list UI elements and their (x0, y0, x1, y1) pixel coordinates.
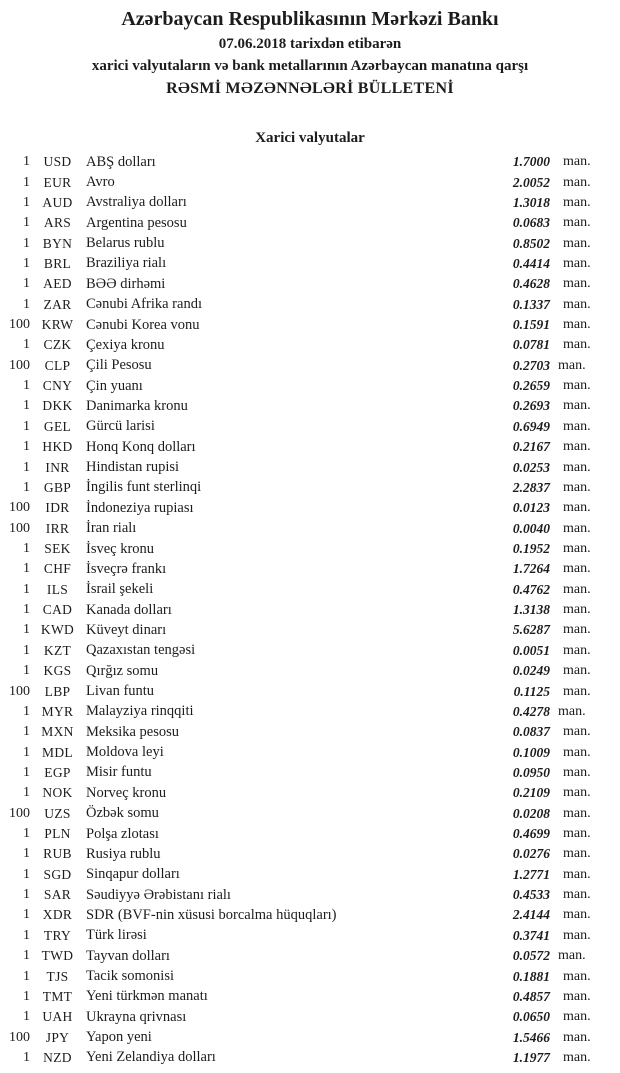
currency-name: Çin yuanı (86, 377, 143, 394)
quantity: 1 (23, 887, 30, 903)
quantity: 1 (23, 439, 30, 455)
unit-label: man. (563, 663, 591, 679)
currency-name: Tayvan dolları (86, 947, 170, 964)
rate-row (0, 661, 620, 681)
unit-label: man. (563, 683, 591, 699)
quantity: 1 (23, 663, 30, 679)
unit-label: man. (563, 154, 591, 170)
rate-value: 0.0276 (512, 846, 550, 862)
unit-label: man. (563, 907, 591, 923)
rate-value: 0.0650 (512, 1009, 550, 1025)
currency-code: SEK (44, 541, 71, 556)
rate-value: 1.3018 (512, 194, 550, 210)
currency-code: EGP (44, 764, 71, 780)
rate-value: 0.0040 (512, 520, 550, 536)
currency-name: Səudiyyə Ərəbistanı rialı (86, 886, 231, 903)
quantity: 1 (23, 296, 30, 312)
quantity: 1 (23, 866, 30, 882)
quantity: 1 (23, 337, 30, 353)
quantity: 1 (23, 561, 30, 577)
rate-row (0, 641, 620, 661)
rate-row (0, 152, 620, 172)
currency-name: İsrail şekeli (86, 581, 154, 598)
currency-name: Yapon yeni (86, 1029, 152, 1046)
currency-code: HKD (42, 439, 73, 455)
currency-code: CNY (42, 378, 73, 394)
currency-name: Gürcü larisi (86, 418, 155, 435)
currency-name: Danimarka kronu (86, 397, 188, 414)
rate-value: 0.0837 (512, 724, 550, 740)
rate-row (0, 539, 620, 559)
rate-value: 0.1952 (512, 541, 550, 556)
rate-row (0, 437, 620, 457)
section-title-foreign-currencies: Xarici valyutalar (255, 130, 365, 146)
currency-name: Çili Pesosu (86, 357, 152, 374)
currency-code: TMT (42, 988, 73, 1004)
currency-code: XDR (42, 907, 73, 923)
currency-code: AUD (42, 194, 73, 210)
rate-value: 0.0249 (512, 663, 550, 679)
unit-label: man. (563, 317, 591, 333)
rate-value: 0.4699 (512, 826, 550, 842)
currency-name: İngilis funt sterlinqi (86, 479, 202, 496)
currency-name: Livan funtu (86, 683, 155, 700)
currency-name: Kanada dolları (86, 601, 172, 618)
currency-name: Sinqapur dolları (86, 866, 180, 883)
rate-row (0, 946, 620, 966)
currency-name: ABŞ dolları (86, 153, 156, 170)
currency-code: TWD (41, 948, 74, 964)
currency-code: KGS (43, 663, 72, 679)
unit-label: man. (563, 520, 591, 536)
currency-code: MDL (42, 744, 73, 760)
unit-label: man. (563, 887, 591, 903)
rate-value: 0.2703 (512, 357, 550, 373)
rate-value: 0.4857 (512, 988, 550, 1004)
currency-name: Honq Konq dolları (86, 438, 196, 455)
unit-label: man. (563, 255, 591, 271)
quantity: 1 (23, 724, 30, 740)
rate-row (0, 824, 620, 844)
quantity: 1 (23, 1009, 30, 1025)
quantity: 1 (23, 1049, 30, 1065)
currency-code: CZK (43, 337, 72, 353)
currency-name: Tacik somonisi (86, 968, 174, 985)
currency-code: KZT (43, 642, 72, 658)
currency-name: Argentina pesosu (86, 214, 187, 231)
quantity: 1 (23, 826, 30, 842)
currency-code: ARS (43, 215, 72, 231)
rate-row (0, 335, 620, 355)
rate-value: 2.2837 (512, 479, 550, 495)
rate-row (0, 376, 620, 396)
rate-value: 2.4144 (512, 907, 550, 923)
currency-code: LBP (44, 683, 71, 699)
quantity: 1 (23, 764, 30, 780)
unit-label: man. (563, 174, 591, 190)
quantity: 1 (23, 255, 30, 271)
rate-value: 0.0208 (512, 805, 550, 821)
currency-name: Moldova leyi (86, 744, 164, 761)
rate-value: 0.0051 (512, 642, 550, 658)
quantity: 1 (23, 948, 30, 964)
currency-name: Çexiya kronu (86, 336, 165, 353)
currency-code: UZS (44, 805, 71, 821)
currency-code: KWD (40, 622, 75, 638)
currency-name: İndoneziya rupiası (86, 499, 194, 516)
rate-row (0, 987, 620, 1007)
currency-name: İsveç kronu (86, 540, 155, 557)
rate-value: 0.1881 (512, 968, 550, 984)
currency-name: Belarus rublu (86, 235, 165, 252)
currency-name: Misir funtu (86, 764, 152, 781)
quantity: 1 (23, 581, 30, 597)
rate-row (0, 742, 620, 762)
rate-value: 0.2109 (512, 785, 550, 801)
quantity: 1 (23, 276, 30, 292)
rate-value: 0.1337 (512, 296, 550, 312)
quantity: 1 (23, 459, 30, 475)
currency-code: JPY (45, 1029, 70, 1045)
unit-label: man. (563, 1049, 591, 1065)
bulletin-title: RƏSMİ MƏZƏNNƏLƏRİ BÜLLETENİ (166, 80, 454, 97)
currency-name: Braziliya rialı (86, 255, 167, 272)
quantity: 1 (23, 154, 30, 170)
rate-row (0, 1007, 620, 1027)
currency-code: AED (43, 276, 72, 292)
rate-row (0, 233, 620, 253)
rate-value: 0.0683 (512, 215, 550, 231)
unit-label: man. (563, 744, 591, 760)
effective-date: 07.06.2018 tarixdən etibarən (218, 36, 402, 52)
unit-label: man. (563, 846, 591, 862)
unit-label: man. (563, 418, 591, 434)
unit-label: man. (563, 194, 591, 210)
quantity: 1 (23, 703, 30, 719)
rate-value: 1.5466 (512, 1029, 550, 1045)
quantity: 1 (23, 602, 30, 618)
quantity: 1 (23, 846, 30, 862)
unit-label: man. (563, 378, 591, 394)
currency-code: SAR (43, 887, 72, 903)
rate-row (0, 172, 620, 192)
bank-title: Azərbaycan Respublikasının Mərkəzi Bankı (121, 8, 499, 30)
rate-value: 1.2771 (512, 866, 550, 882)
rates-table (0, 152, 620, 1068)
unit-label: man. (563, 622, 591, 638)
currency-name: İsveçrə frankı (86, 560, 167, 577)
currency-code: USD (43, 154, 72, 170)
rate-row (0, 478, 620, 498)
unit-label: man. (563, 215, 591, 231)
currency-name: Özbək somu (86, 805, 159, 822)
rate-value: 0.0950 (512, 764, 550, 780)
currency-name: Hindistan rupisi (86, 459, 180, 476)
rate-value: 0.8502 (512, 235, 550, 251)
currency-name: Yeni Zelandiya dolları (86, 1049, 216, 1066)
rate-row (0, 254, 620, 274)
unit-label: man. (563, 541, 591, 556)
currency-code: CAD (42, 602, 73, 618)
currency-name: Polşa zlotası (86, 825, 159, 842)
unit-label: man. (563, 479, 591, 495)
unit-label: man. (563, 337, 591, 353)
rate-row (0, 274, 620, 294)
currency-code: SGD (43, 866, 72, 882)
rate-row (0, 295, 620, 315)
quantity: 1 (23, 968, 30, 984)
rate-row (0, 580, 620, 600)
currency-code: CLP (44, 357, 71, 373)
rate-value: 0.3741 (512, 927, 550, 943)
quantity: 1 (23, 235, 30, 251)
currency-code: BYN (42, 235, 73, 251)
currency-code: DKK (42, 398, 73, 414)
quantity: 100 (9, 1029, 30, 1045)
rate-value: 0.4533 (512, 887, 550, 903)
unit-label: man. (563, 561, 591, 577)
unit-label: man. (563, 398, 591, 414)
rate-row (0, 905, 620, 925)
rate-value: 0.4278 (512, 703, 550, 719)
rate-row (0, 457, 620, 477)
unit-label: man. (563, 724, 591, 740)
rate-row (0, 885, 620, 905)
rate-value: 2.0052 (512, 174, 550, 190)
quantity: 1 (23, 744, 30, 760)
currency-code: IRR (45, 520, 70, 536)
rate-row (0, 804, 620, 824)
currency-name: SDR (BVF-nin xüsusi borcalma hüquqları) (86, 906, 337, 923)
currency-code: GBP (43, 479, 72, 495)
unit-label: man. (563, 927, 591, 943)
rate-value: 0.4414 (512, 255, 550, 271)
currency-name: Avstraliya dolları (86, 194, 187, 211)
rate-value: 0.1009 (512, 744, 550, 760)
quantity: 1 (23, 398, 30, 414)
rate-row (0, 356, 620, 376)
rate-value: 5.6287 (512, 622, 550, 638)
rate-value: 0.2659 (512, 378, 550, 394)
rate-row (0, 926, 620, 946)
currency-name: Meksika pesosu (86, 723, 180, 740)
unit-label: man. (563, 988, 591, 1004)
rate-row (0, 620, 620, 640)
rate-value: 0.2693 (512, 398, 550, 414)
bulletin-subtitle: xarici valyutaların və bank metallarının Azərbaycan manatına qarşı (91, 58, 529, 74)
rate-value: 0.1591 (512, 317, 550, 333)
unit-label: man. (563, 581, 591, 597)
rate-row (0, 763, 620, 783)
quantity: 1 (23, 378, 30, 394)
rate-row (0, 865, 620, 885)
currency-code: ILS (46, 581, 69, 597)
quantity: 1 (23, 785, 30, 801)
unit-label: man. (563, 968, 591, 984)
unit-label: man. (563, 276, 591, 292)
quantity: 100 (9, 520, 30, 536)
currency-name: Qazaxıstan tengəsi (86, 642, 196, 659)
rate-value: 1.7000 (512, 154, 550, 170)
currency-name: Cənubi Afrika randı (86, 296, 202, 313)
unit-label: man. (563, 500, 591, 516)
unit-label: man. (563, 764, 591, 780)
unit-label: man. (563, 602, 591, 618)
rate-row (0, 193, 620, 213)
currency-code: GEL (43, 418, 72, 434)
rate-value: 0.1125 (513, 683, 550, 699)
quantity: 100 (9, 317, 30, 333)
currency-name: Malayziya rinqqiti (86, 703, 194, 720)
currency-code: EUR (43, 174, 72, 190)
unit-label: man. (558, 948, 586, 964)
rate-row (0, 518, 620, 538)
currency-code: MXN (41, 724, 74, 740)
currency-name: Rusiya rublu (86, 845, 161, 862)
currency-code: NZD (43, 1049, 72, 1065)
unit-label: man. (563, 439, 591, 455)
rate-row (0, 1048, 620, 1068)
rate-value: 0.0253 (512, 459, 550, 475)
quantity: 1 (23, 622, 30, 638)
currency-code: UAH (42, 1009, 73, 1025)
quantity: 1 (23, 988, 30, 1004)
rate-row (0, 1027, 620, 1047)
currency-name: BƏƏ dirhəmi (86, 275, 166, 292)
rate-value: 0.0781 (512, 337, 550, 353)
quantity: 1 (23, 927, 30, 943)
currency-code: INR (45, 459, 70, 475)
quantity: 100 (9, 683, 30, 699)
rate-value: 0.6949 (512, 418, 550, 434)
unit-label: man. (563, 235, 591, 251)
quantity: 1 (23, 907, 30, 923)
unit-label: man. (558, 357, 586, 373)
unit-label: man. (563, 1029, 591, 1045)
rate-value: 0.2167 (512, 439, 550, 455)
rate-row (0, 681, 620, 701)
currency-code: NOK (42, 785, 73, 801)
rate-row (0, 396, 620, 416)
rate-row (0, 600, 620, 620)
rate-row (0, 844, 620, 864)
rate-row (0, 213, 620, 233)
quantity: 1 (23, 541, 30, 556)
rate-row (0, 417, 620, 437)
quantity: 1 (23, 418, 30, 434)
currency-code: RUB (43, 846, 72, 862)
rate-value: 1.7264 (512, 561, 550, 577)
quantity: 1 (23, 642, 30, 658)
currency-code: CHF (43, 561, 72, 577)
rate-row (0, 702, 620, 722)
rate-value: 0.4762 (512, 581, 550, 597)
currency-code: IDR (45, 500, 70, 516)
currency-code: TJS (46, 968, 69, 984)
quantity: 1 (23, 194, 30, 210)
currency-code: MYR (41, 703, 74, 719)
rate-value: 0.0123 (512, 500, 550, 516)
rate-row (0, 722, 620, 742)
currency-name: Norveç kronu (86, 784, 167, 801)
unit-label: man. (563, 459, 591, 475)
rate-row (0, 966, 620, 986)
rate-row (0, 315, 620, 335)
rate-value: 0.4628 (512, 276, 550, 292)
unit-label: man. (563, 1009, 591, 1025)
currency-code: KRW (41, 317, 74, 333)
unit-label: man. (558, 703, 586, 719)
currency-name: Qırğız somu (86, 662, 159, 679)
quantity: 100 (9, 805, 30, 821)
currency-name: Yeni türkmən manatı (86, 988, 208, 1005)
quantity: 1 (23, 215, 30, 231)
currency-code: BRL (43, 255, 72, 271)
unit-label: man. (563, 642, 591, 658)
rate-row (0, 783, 620, 803)
currency-code: ZAR (43, 296, 72, 312)
rate-value: 0.0572 (512, 948, 550, 964)
currency-name: Ukrayna qrivnası (86, 1008, 187, 1025)
currency-name: Küveyt dinarı (86, 621, 167, 638)
currency-name: Türk lirəsi (86, 927, 147, 944)
currency-code: TRY (43, 927, 72, 943)
unit-label: man. (563, 826, 591, 842)
rate-value: 1.3138 (512, 602, 550, 618)
rate-row (0, 559, 620, 579)
currency-code: PLN (44, 826, 71, 842)
quantity: 1 (23, 174, 30, 190)
rate-row (0, 498, 620, 518)
currency-name: Cənubi Korea vonu (86, 316, 200, 333)
unit-label: man. (563, 805, 591, 821)
unit-label: man. (563, 866, 591, 882)
currency-name: İran rialı (86, 520, 137, 537)
quantity: 100 (9, 357, 30, 373)
quantity: 100 (9, 500, 30, 516)
currency-name: Avro (86, 174, 115, 191)
unit-label: man. (563, 296, 591, 312)
quantity: 1 (23, 479, 30, 495)
unit-label: man. (563, 785, 591, 801)
rate-value: 1.1977 (512, 1049, 550, 1065)
